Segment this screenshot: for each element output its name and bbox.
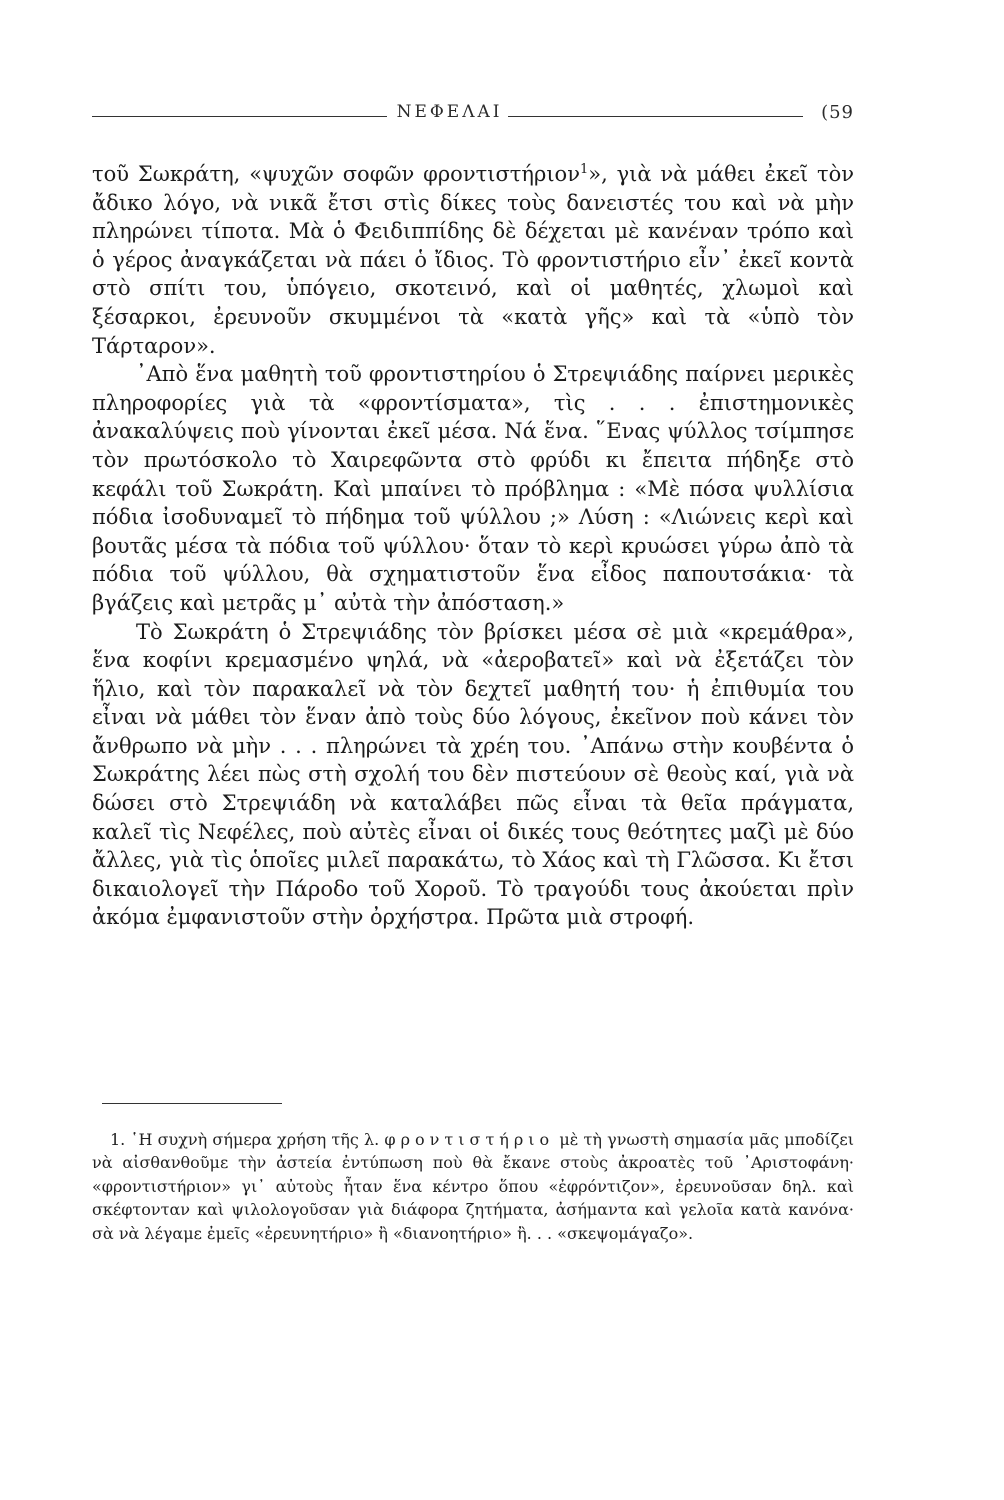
book-page	[92, 0, 854, 1500]
running-title: ΝΕΦΕΛΑΙ	[396, 102, 503, 122]
footnote-lead: 1. ῾Η συχνὴ σήμερα χρήση τῆς λ.	[110, 1130, 380, 1149]
footnote	[92, 1128, 854, 1245]
paragraph-2: ᾽Απὸ ἕνα μαθητὴ τοῦ φροντιστηρίου ὁ Στρεψιάδης παίρνει μερικὲς πληροφορίες γιὰ τὰ «φροντίσματα», τὶς . . . ἐπιστημονικὲς ἀνακαλύψεις ποὺ γίνονται ἐκεῖ μέσα. Νά ἕνα. ῞Ενας ψύλλος τσίμπησε τὸν πρωτόσκολο τὸ Χαιρεφῶντα στὸ φρύδι κι ἔπειτα πήδηξε στὸ κεφάλι τοῦ Σωκράτη. Καὶ μπαίνει τὸ πρόβλημα : «Μὲ πόσα ψυλλίσια πόδια ἰσοδυναμεῖ τὸ πήδημα τοῦ ψύλλου ;» Λύση : «Λιώνεις κερὶ καὶ βουτᾶς μέσα τὰ πόδια τοῦ ψύλλου· ὅταν τὸ κερὶ κρυώσει γύρω ἀπὸ τὰ πόδια τοῦ ψύλλου, θὰ σχηματιστοῦν ἕνα εἶδος παπουτσάκια· τὰ βγάζεις καὶ μετρᾶς μ᾽ αὐτὰ τὴν ἀπόσταση.»	[92, 362, 854, 615]
paragraph-1-rest: », γιὰ νὰ μάθει ἐκεῖ τὸν ἄδικο λόγο, νὰ νικᾶ ἔτσι στὶς δίκες τοὺς δανειστές του καὶ νὰ μὴν πληρώνει τίποτα. Μὰ ὁ Φειδιππίδης δὲ δέχεται μὲ κανέναν τρόπο καὶ ὁ γέρος ἀναγκάζεται νὰ πάει ὁ ἴδιος. Τὸ φροντιστήριο εἶν᾽ ἐκεῖ κοντὰ στὸ σπίτι του, ὑπόγειο, σκοτεινό, καὶ οἱ μαθητές, χλωμοὶ καὶ ξέσαρκοι, ἐρευνοῦν σκυμμένοι τὰ «κατὰ γῆς» καὶ τὰ «ὑπὸ τὸν Τάρταρον».	[92, 162, 854, 358]
footnote-1	[92, 1128, 854, 1245]
header-rule-right	[508, 116, 803, 117]
paragraph-1	[92, 160, 854, 360]
paragraph-1-start: τοῦ Σωκράτη, «ψυχῶν σοφῶν φροντιστήριον	[92, 162, 580, 186]
page-number: (59	[821, 101, 854, 123]
footnote-body: μὲ τὴ γνωστὴ σημασία μᾶς μποδίζει νὰ αἰσθανθοῦμε τὴν ἀστεία ἐντύπωση ποὺ θὰ ἔκανε στοὺς ἀκροατὲς τοῦ ᾽Αριστοφάνη· «φροντιστήριον» γι᾽ αὐτοὺς ἦταν ἕνα κέντρο ὅπου «ἐφρόντιζον», ἐρευνοῦσαν δηλ. καὶ σκέφτονταν καὶ ψιλολογοῦσαν γιὰ διάφορα ζητήματα, ἀσήμαντα καὶ γελοῖα κατὰ κανόνα· σὰ νὰ λέγαμε ἐμεῖς «ἐρευνητήριο» ἢ «διανοητήριο» ἢ. . . «σκεψομάγαζο».	[92, 1130, 854, 1243]
footnote-spaced-term: φροντιστήριο	[384, 1130, 555, 1149]
header-rule-left	[92, 116, 387, 117]
footnote-marker: 1	[579, 162, 589, 177]
paragraph-3: Τὸ Σωκράτη ὁ Στρεψιάδης τὸν βρίσκει μέσα σὲ μιὰ «κρεμάθρα», ἕνα κοφίνι κρεμασμένο ψηλά, νὰ «ἀεροβατεῖ» καὶ νὰ ἐξετάζει τὸν ἥλιο, καὶ τὸν παρακαλεῖ νὰ τὸν δεχτεῖ μαθητή του· ἡ ἐπιθυμία του εἶναι νὰ μάθει τὸν ἕναν ἀπὸ τοὺς δύο λόγους, ἐκεῖνον ποὺ κάνει τὸν ἄνθρωπο νὰ μὴν . . . πληρώνει τὰ χρέη του. ᾽Απάνω στὴν κουβέντα ὁ Σωκράτης λέει πὼς στὴ σχολή του δὲν πιστεύουν σὲ θεοὺς καί, γιὰ νὰ δώσει στὸ Στρεψιάδη νὰ καταλάβει πῶς εἶναι τὰ θεῖα πράγματα, καλεῖ τὶς Νεφέλες, ποὺ αὐτὲς εἶναι οἱ δικές τους θεότητες μαζὶ μὲ δύο ἄλλες, γιὰ τὶς ὁποῖες μιλεῖ παρακάτω, τὸ Χάος καὶ τὴ Γλῶσσα. Κι ἔτσι δικαιολογεῖ τὴν Πάροδο τοῦ Χοροῦ. Τὸ τραγούδι τους ἀκούεται πρὶν ἀκόμα ἐμφανιστοῦν στὴν ὀρχήστρα. Πρῶτα μιὰ στροφή.	[92, 619, 854, 930]
footnote-separator	[102, 1103, 282, 1104]
body-text	[92, 160, 854, 932]
running-header	[92, 100, 854, 124]
